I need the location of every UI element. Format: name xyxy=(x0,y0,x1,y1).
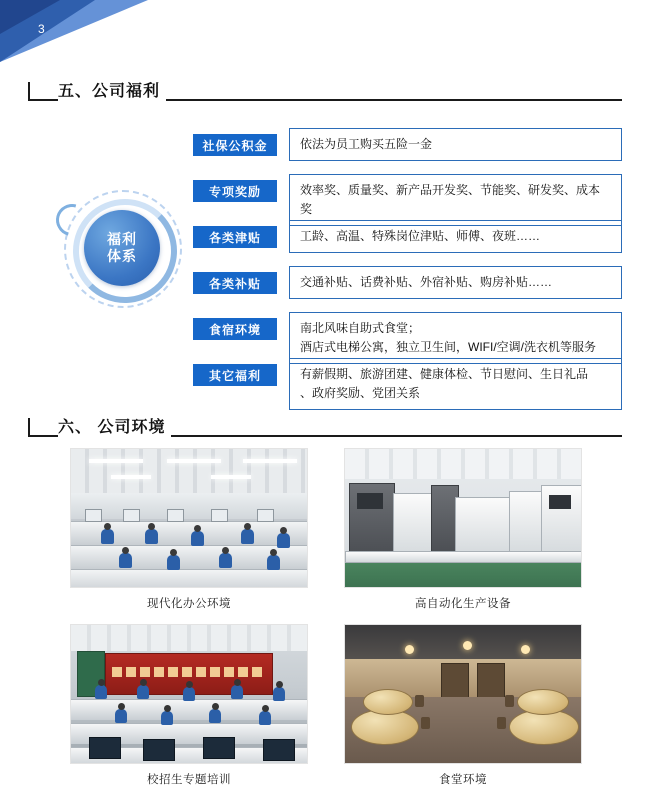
classroom-laptop xyxy=(143,739,175,761)
equipment-conveyor xyxy=(345,551,582,563)
photo-caption: 现代化办公环境 xyxy=(147,598,231,610)
office-worker xyxy=(101,529,114,544)
welfare-row-label: 各类补贴 xyxy=(193,272,277,294)
photo-automated-equipment xyxy=(344,448,582,588)
canteen-lamp xyxy=(521,645,530,654)
canteen-chair xyxy=(505,695,514,707)
welfare-row xyxy=(193,266,622,299)
welfare-row-label: 社保公积金 xyxy=(193,134,277,156)
welfare-row xyxy=(193,128,622,161)
welfare-row-line: 酒店式电梯公寓，独立卫生间，WIFI/空调/洗衣机等服务 xyxy=(300,340,596,354)
welfare-diagram xyxy=(28,112,622,402)
canteen-table xyxy=(363,689,413,715)
office-monitor xyxy=(211,509,228,522)
office-worker xyxy=(191,531,204,546)
office-worker xyxy=(219,553,232,568)
office-worker xyxy=(267,555,280,570)
welfare-row xyxy=(193,174,622,226)
welfare-emblem xyxy=(60,186,184,310)
classroom-student xyxy=(137,685,149,699)
office-monitor xyxy=(123,509,140,522)
photo-modern-office xyxy=(70,448,308,588)
photo-caption: 食堂环境 xyxy=(439,774,487,786)
emblem-label xyxy=(84,210,160,286)
canteen-chair xyxy=(421,717,430,729)
emblem-label-line2: 体系 xyxy=(107,248,137,264)
welfare-row-content xyxy=(289,174,622,226)
classroom-laptop xyxy=(89,737,121,759)
office-worker xyxy=(145,529,158,544)
photo-row xyxy=(70,624,582,787)
classroom-ceiling xyxy=(71,625,307,651)
page-corner-graphic xyxy=(0,0,148,62)
environment-photo-grid xyxy=(70,448,582,787)
canteen-lamp xyxy=(405,645,414,654)
welfare-row-content xyxy=(289,358,622,410)
photo-cell xyxy=(70,624,308,787)
welfare-row xyxy=(193,358,622,410)
welfare-row-line: 依法为员工购买五险一金 xyxy=(300,137,433,151)
welfare-row-line: 有薪假期、旅游团建、健康体检、节日慰问、生日礼品 xyxy=(300,367,589,381)
canteen-door xyxy=(441,663,469,699)
canteen-chair xyxy=(497,717,506,729)
photo-campus-training xyxy=(70,624,308,764)
welfare-row-label: 食宿环境 xyxy=(193,318,277,340)
equipment-ceiling xyxy=(345,449,581,479)
corner-triangle-dark xyxy=(0,0,60,34)
canteen-chair xyxy=(415,695,424,707)
welfare-row-line: 、政府奖励、党团关系 xyxy=(300,386,421,400)
environment-section-heading xyxy=(28,414,622,440)
canteen-lamp xyxy=(463,641,472,650)
classroom-student xyxy=(209,709,221,723)
office-worker xyxy=(119,553,132,568)
photo-cell xyxy=(344,448,582,611)
office-desk-row xyxy=(71,569,307,588)
welfare-row-line: 效率奖、质量奖、新产品开发奖、节能奖、研发奖、成本奖 xyxy=(300,183,601,216)
photo-cell xyxy=(344,624,582,787)
classroom-laptop xyxy=(203,737,235,759)
emblem-label-line1: 福利 xyxy=(107,231,137,247)
photo-canteen xyxy=(344,624,582,764)
classroom-student xyxy=(95,685,107,699)
welfare-row xyxy=(193,312,622,364)
welfare-row-line: 交通补贴、话费补贴、外宿补贴、购房补贴…… xyxy=(300,275,553,289)
equipment-control-panel xyxy=(357,493,383,509)
classroom-laptop xyxy=(263,739,295,761)
welfare-row xyxy=(193,220,622,253)
office-light xyxy=(243,459,297,463)
welfare-heading-text: 五、公司福利 xyxy=(58,78,166,101)
classroom-student xyxy=(115,709,127,723)
classroom-student xyxy=(273,687,285,701)
classroom-student xyxy=(231,685,243,699)
equipment-machine xyxy=(393,493,435,557)
page-number: 3 xyxy=(38,22,45,36)
photo-caption: 校招生专题培训 xyxy=(147,774,231,786)
equipment-machine xyxy=(509,491,545,555)
office-worker xyxy=(277,533,290,548)
office-light xyxy=(111,475,151,479)
welfare-row-content xyxy=(289,220,622,253)
classroom-student xyxy=(259,711,271,725)
welfare-row-content xyxy=(289,128,622,161)
welfare-row-content xyxy=(289,312,622,364)
canteen-door xyxy=(477,663,505,699)
equipment-control-panel xyxy=(549,495,571,509)
welfare-row-label: 其它福利 xyxy=(193,364,277,386)
office-worker xyxy=(241,529,254,544)
office-monitor xyxy=(167,509,184,522)
office-monitor xyxy=(85,509,102,522)
welfare-section-heading xyxy=(28,78,622,104)
office-worker xyxy=(167,555,180,570)
welfare-row-label: 专项奖励 xyxy=(193,180,277,202)
photo-cell xyxy=(70,448,308,611)
classroom-desk-row xyxy=(71,699,307,720)
office-light xyxy=(211,475,251,479)
equipment-machine xyxy=(455,497,513,555)
photo-row xyxy=(70,448,582,611)
classroom-student xyxy=(161,711,173,725)
welfare-row-content xyxy=(289,266,622,299)
welfare-row-line: 工龄、高温、特殊岗位津贴、师傅、夜班…… xyxy=(300,229,541,243)
office-light xyxy=(167,459,221,463)
classroom-banner-text xyxy=(112,667,266,677)
canteen-table xyxy=(517,689,569,715)
classroom-student xyxy=(183,687,195,701)
office-ceiling xyxy=(71,449,307,494)
office-light xyxy=(89,459,143,463)
environment-heading-text: 六、 公司环境 xyxy=(58,414,171,437)
office-monitor xyxy=(257,509,274,522)
welfare-row-label: 各类津贴 xyxy=(193,226,277,248)
photo-caption: 高自动化生产设备 xyxy=(415,598,511,610)
welfare-row-line: 南北风味自助式食堂； xyxy=(300,321,421,335)
